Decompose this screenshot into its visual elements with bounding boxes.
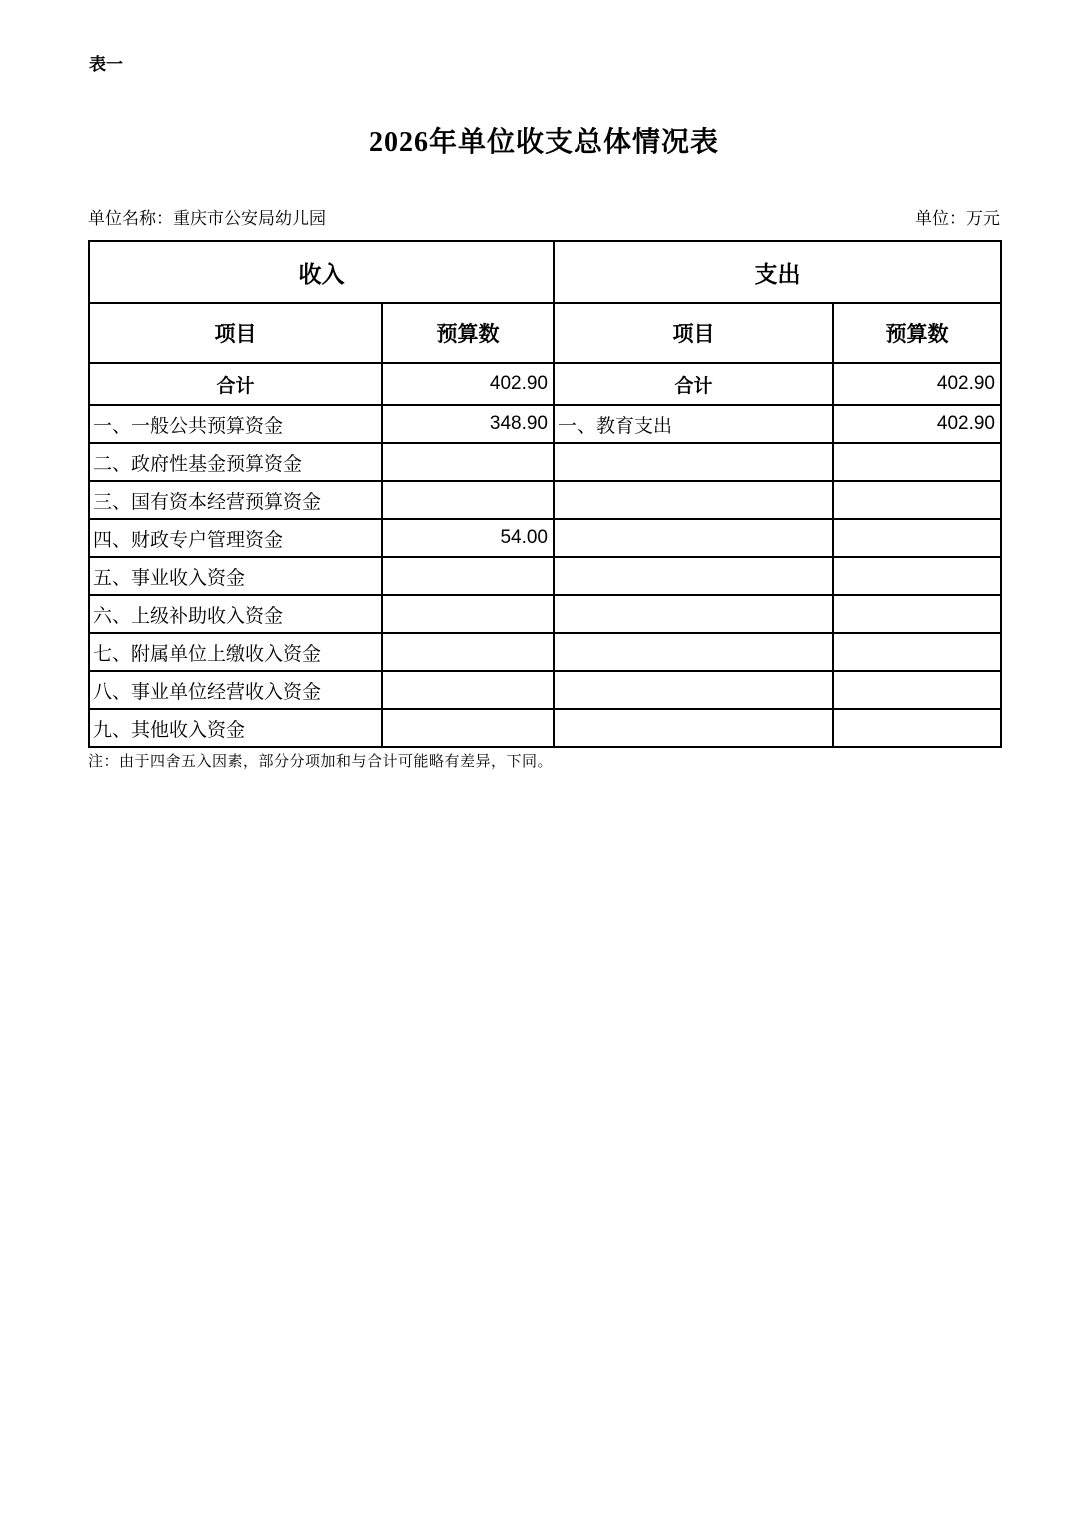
table-row [89, 443, 1001, 481]
income-item-cell: 六、上级补助收入资金 [89, 595, 382, 633]
income-item-cell: 二、政府性基金预算资金 [89, 443, 382, 481]
expense-value-cell [833, 557, 1001, 595]
section-header-row [89, 241, 1001, 303]
meta-row [88, 204, 1000, 229]
income-value-cell [382, 671, 554, 709]
expense-item-cell [554, 709, 833, 747]
income-item-cell: 一、一般公共预算资金 [89, 405, 382, 443]
table-row [89, 481, 1001, 519]
rounding-note: 注：由于四舍五入因素，部分分项加和与合计可能略有差异，下同。 [88, 754, 554, 770]
expense-value-cell [833, 443, 1001, 481]
expense-item-cell [554, 443, 833, 481]
unit-name-label: 单位名称：重庆市公安局幼儿园 [88, 209, 326, 228]
table-body [89, 363, 1001, 747]
expense-total-value: 402.90 [833, 363, 1001, 405]
income-value-cell [382, 633, 554, 671]
income-item-cell: 四、财政专户管理资金 [89, 519, 382, 557]
expense-value-cell [833, 481, 1001, 519]
expense-value-cell [833, 633, 1001, 671]
table-row [89, 709, 1001, 747]
income-value-cell [382, 709, 554, 747]
expense-total-label: 合计 [554, 363, 833, 405]
expense-item-cell [554, 557, 833, 595]
income-section-header: 收入 [89, 241, 554, 303]
income-value-cell: 348.90 [382, 405, 554, 443]
expense-value-cell [833, 595, 1001, 633]
total-row [89, 363, 1001, 405]
income-budget-header: 预算数 [382, 303, 554, 363]
income-value-cell [382, 481, 554, 519]
sheet-label: 表一 [89, 55, 123, 74]
expense-value-cell [833, 709, 1001, 747]
income-value-cell [382, 595, 554, 633]
unit-of-measure-label: 单位：万元 [915, 209, 1000, 228]
income-value-cell: 54.00 [382, 519, 554, 557]
expense-section-header: 支出 [554, 241, 1001, 303]
expense-value-cell [833, 671, 1001, 709]
table-row [89, 633, 1001, 671]
income-item-cell: 五、事业收入资金 [89, 557, 382, 595]
expense-item-cell [554, 519, 833, 557]
table-row [89, 671, 1001, 709]
income-value-cell [382, 557, 554, 595]
expense-item-cell: 一、教育支出 [554, 405, 833, 443]
table-row [89, 519, 1001, 557]
income-item-cell: 九、其他收入资金 [89, 709, 382, 747]
expense-item-cell [554, 633, 833, 671]
expense-item-header: 项目 [554, 303, 833, 363]
income-total-label: 合计 [89, 363, 382, 405]
expense-item-cell [554, 595, 833, 633]
income-total-value: 402.90 [382, 363, 554, 405]
expense-value-cell: 402.90 [833, 405, 1001, 443]
income-item-cell: 三、国有资本经营预算资金 [89, 481, 382, 519]
expense-item-cell [554, 481, 833, 519]
income-item-cell: 七、附属单位上缴收入资金 [89, 633, 382, 671]
budget-summary-table [88, 240, 1002, 748]
table-row [89, 557, 1001, 595]
expense-budget-header: 预算数 [833, 303, 1001, 363]
income-item-header: 项目 [89, 303, 382, 363]
page-title: 2026年单位收支总体情况表 [368, 127, 719, 158]
table-row [89, 405, 1001, 443]
expense-value-cell [833, 519, 1001, 557]
income-value-cell [382, 443, 554, 481]
column-header-row [89, 303, 1001, 363]
expense-item-cell [554, 671, 833, 709]
income-item-cell: 八、事业单位经营收入资金 [89, 671, 382, 709]
table-row [89, 595, 1001, 633]
